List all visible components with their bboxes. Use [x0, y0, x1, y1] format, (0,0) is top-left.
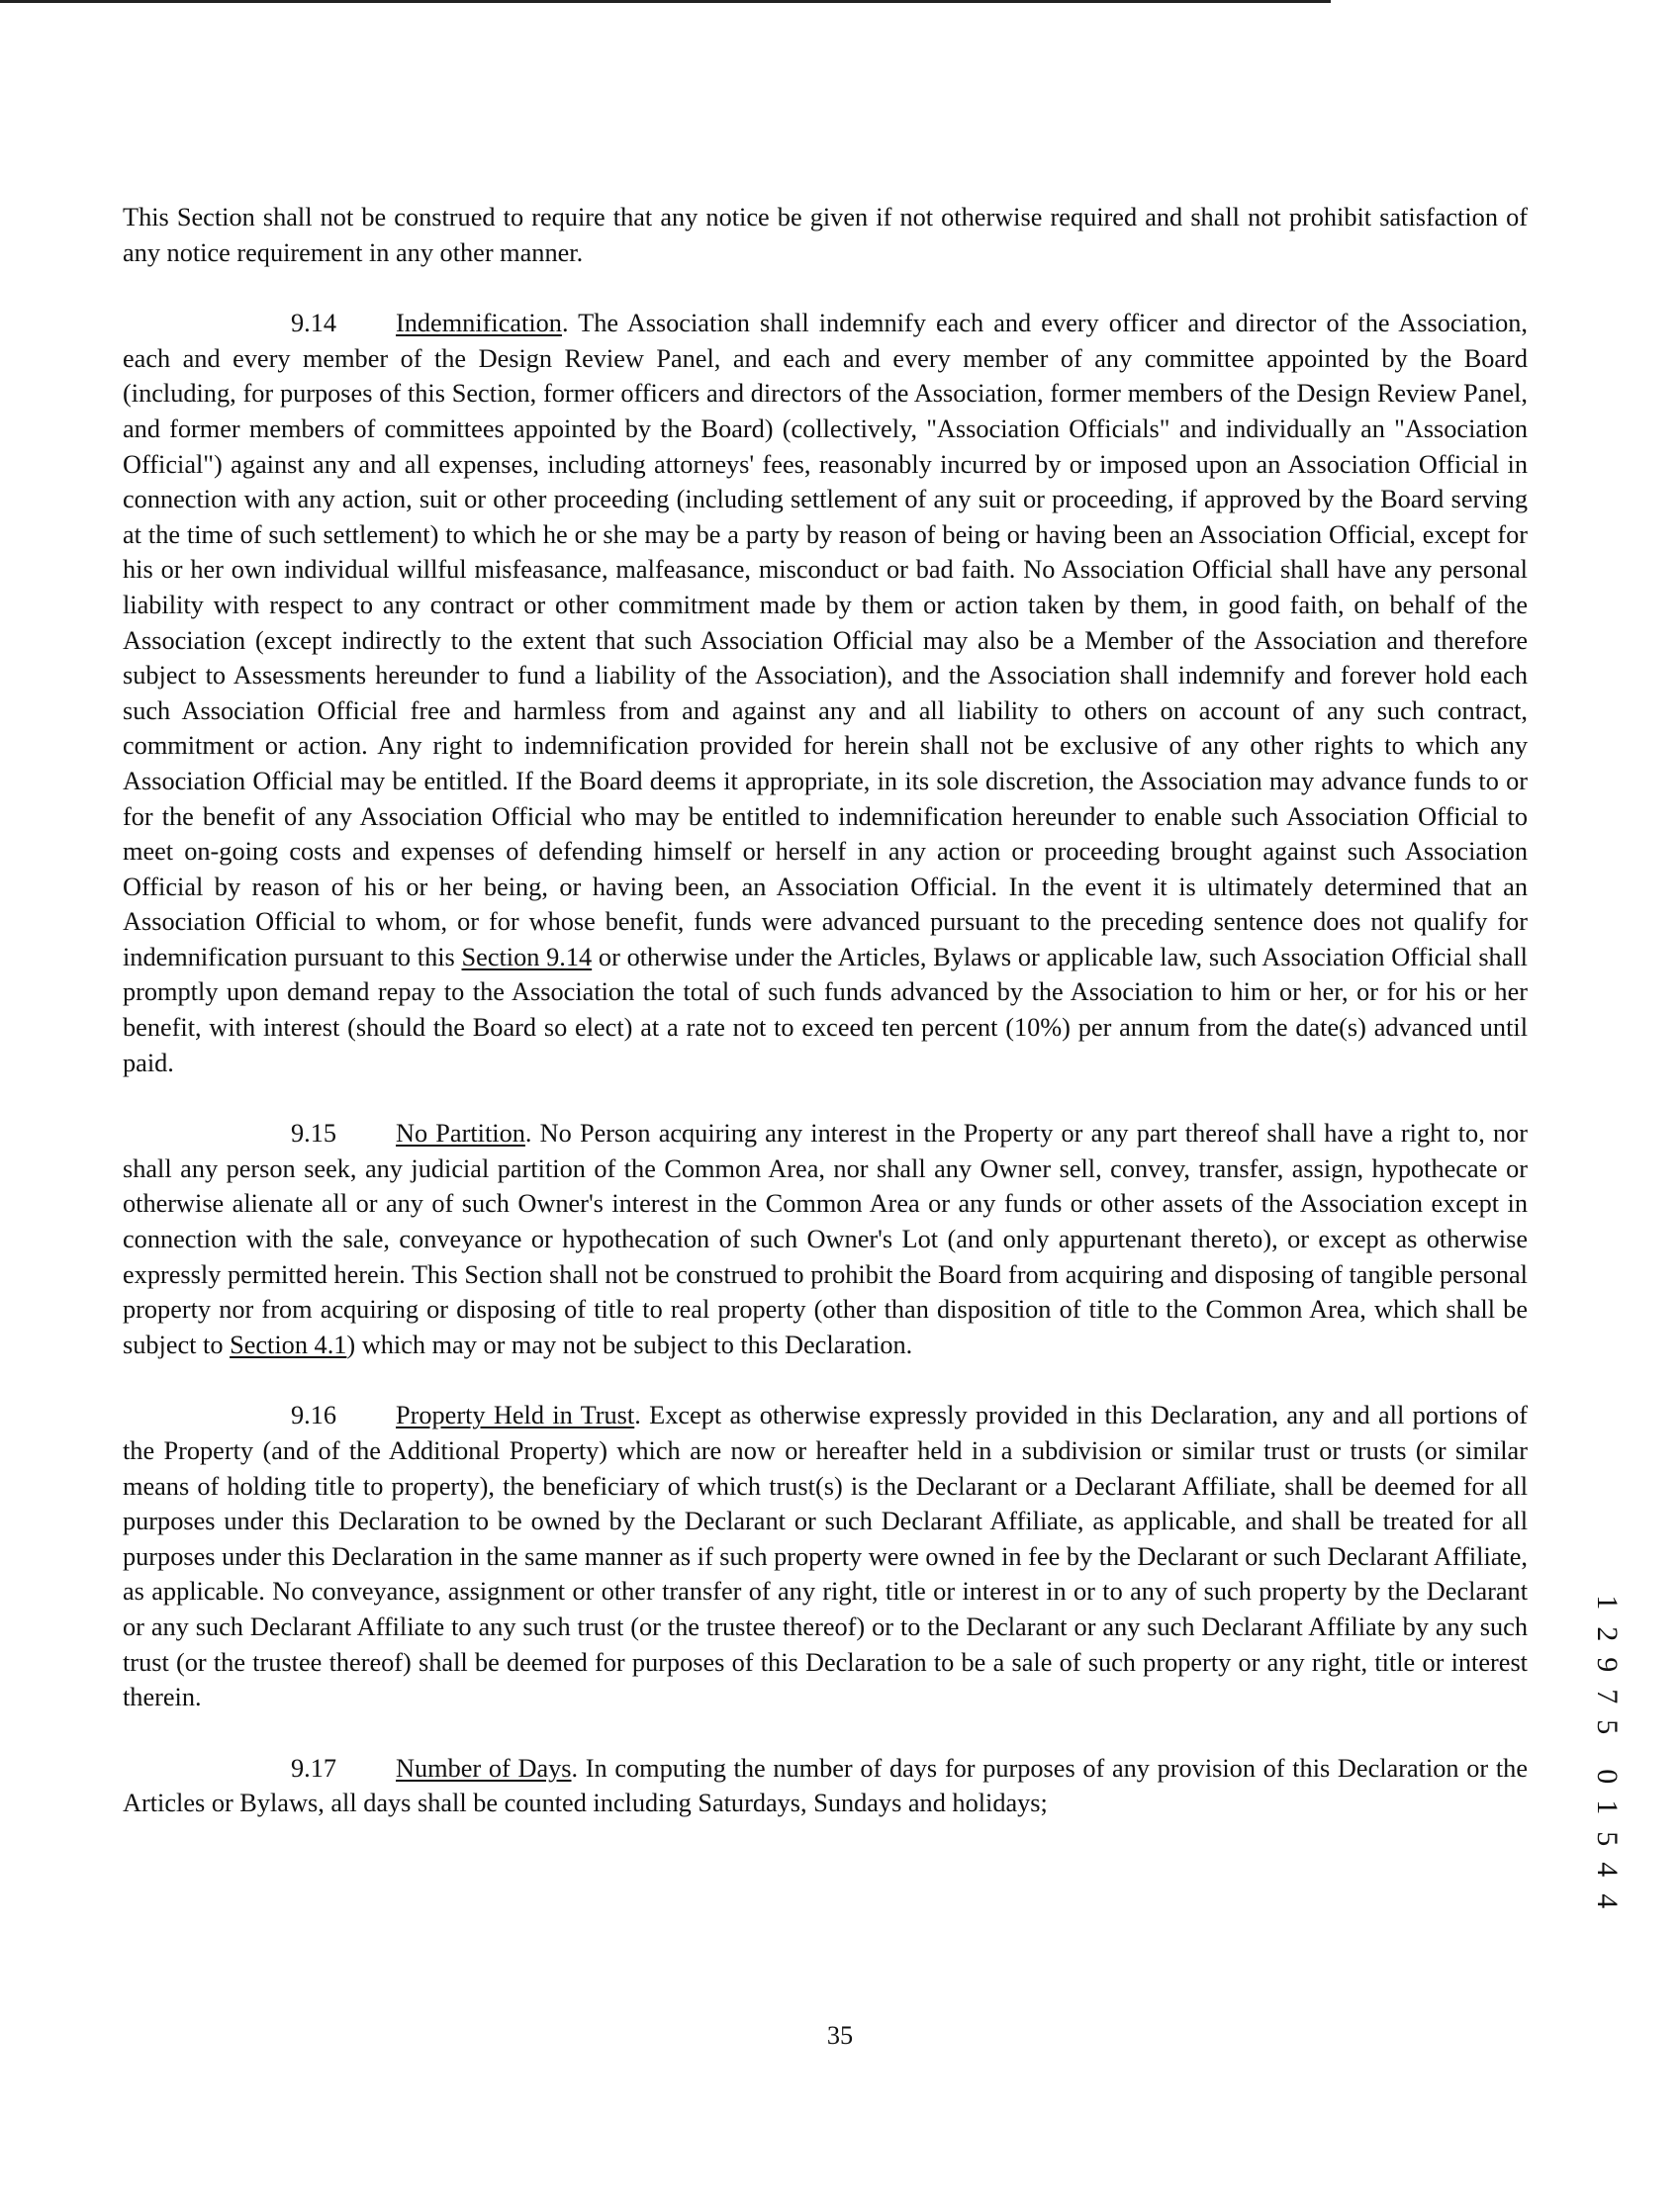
section-text: . In computing the number of days for purposes of any provision of this Declaration or the Articles or Bylaws, all days shall be counted including Saturdays, Sundays and holidays; — [123, 1753, 1528, 1818]
section-9-16 — [123, 1398, 1528, 1714]
section-9-17 — [123, 1751, 1528, 1821]
section-number: 9.15 — [291, 1119, 337, 1149]
stamp-digit: 4 — [1590, 1892, 1624, 1908]
section-text: . The Association shall indemnify each and every officer and director of the Association, each and every member of the Design Review Panel, and each and every member of any committee appointed by the Board (including, for purposes of this Section, former officers and directors of the Association, former members of the Design Review Panel, and former members of committees appointed by the Board) (collectively, "Association Officials" and individually an "Association Official") against any and all expenses, including attorneys' fees, reasonably incurred by or imposed upon an Association Official in connection with any action, suit or other proceeding (including settlement of any suit or proceeding, if approved by the Board serving at the time of such settlement) to which he or she may be a party by reason of being or having been an Association Official, except for his or her own individual willful misfeasance, malfeasance, misconduct or bad faith. No Association Official shall have any personal liability with respect to any contract or other commitment made by them or action taken by them, in good faith, on behalf of the Association (except indirectly to the extent that such Association Official may also be a Member of the Association and therefore subject to Assessments hereunder to fund a liability of the Association), and the Association shall indemnify and forever hold each such Association Official free and harmless from and against any and all liability to others on account of any such contract, commitment or action. Any right to indemnification provided for herein shall not be exclusive of any other rights to which any Association Official may be entitled. If the Board deems it appropriate, in its sole discretion, the Association may advance funds to or for the benefit of any Association Official who may be entitled to indemnification hereunder to enable such Association Official to meet on-going costs and expenses of defending himself or herself in any action or proceeding brought against such Association Official by reason of his or her being, or having been, an Association Official. In the event it is ultimately determined that an Association Official to whom, or for whose benefit, funds were advanced pursuant to the preceding sentence does not qualify for indemnification pursuant to this — [123, 309, 1528, 971]
section-reference: Section 9.14 — [461, 942, 593, 971]
top-border-line — [0, 0, 1331, 3]
section-text: . Except as otherwise expressly provided in this Declaration, any and all portions of the Property (and of the Additional Property) which are now or hereafter held in a subdivision or similar trust or trusts (or similar means of holding title to property), the beneficiary of which trust(s) is the Declarant or a Declarant Affiliate, shall be deemed for all purposes under this Declaration to be owned by the Declarant or such Declarant Affiliate, as applicable, and shall be treated for all purposes under this Declaration in the same manner as if such property were owned in fee by the Declarant or such Declarant Affiliate, as applicable. No conveyance, assignment or other transfer of any right, title or interest in or to any of such property by the Declarant or any such Declarant Affiliate to any such trust (or the trustee thereof) or to the Declarant or any such Declarant Affiliate by any such trust (or the trustee thereof) shall be deemed for purposes of this Declaration to be a sale of such property or any right, title or interest therein. — [123, 1401, 1529, 1712]
stamp-digit: 1 — [1590, 1799, 1624, 1815]
stamp-digit: 9 — [1590, 1657, 1624, 1673]
stamp-digit: 7 — [1590, 1688, 1624, 1704]
section-title: No Partition — [396, 1119, 525, 1149]
section-number: 9.17 — [291, 1753, 337, 1783]
section-text: . No Person acquiring any interest in the Property or any part thereof shall have a right to, nor shall any person seek, any judicial partition of the Common Area, nor shall any Owner sell, convey, transfer, assign, hypothecate or otherwise alienate all or any of such Owner's interest in the Common Area or any funds or other assets of the Association except in connection with the sale, conveyance or hypothecation of such Owner's Lot (and only appurtenant thereto), or except as otherwise expressly permitted herein. This Section shall not be construed to prohibit the Board from acquiring and disposing of tangible personal property nor from acquiring or disposing of title to real property (other than disposition of title to the Common Area, which shall be subject to — [123, 1119, 1528, 1359]
page-number: 35 — [826, 2021, 854, 2050]
section-9-15 — [123, 1116, 1528, 1362]
intro-text: This Section shall not be construed to require that any notice be given if not otherwise required and shall not prohibit satisfaction of any notice requirement in any other manner. — [123, 203, 1528, 267]
stamp-digit: 4 — [1590, 1862, 1624, 1878]
section-title: Indemnification — [396, 309, 562, 338]
section-reference: Section 4.1 — [230, 1330, 347, 1359]
stamp-digit: 5 — [1590, 1719, 1624, 1735]
stamp-digit: 5 — [1590, 1830, 1624, 1846]
stamp-digit: 0 — [1590, 1768, 1624, 1784]
section-text-continued: or otherwise under the Articles, Bylaws or applicable law, such Association Official shall promptly upon demand repay to the Association the total of such funds advanced by the Association to him or her, or for his or her benefit, with interest (should the Board so elect) at a rate not to exceed ten percent (10%) per annum from the date(s) advanced until paid. — [123, 942, 1528, 1077]
section-number: 9.14 — [291, 309, 337, 338]
section-title: Number of Days — [396, 1753, 572, 1783]
section-9-14 — [123, 306, 1528, 1080]
continued-paragraph — [123, 200, 1528, 270]
stamp-digit: 2 — [1590, 1625, 1624, 1641]
stamp-digit: 1 — [1590, 1595, 1624, 1611]
section-text-continued: ) which may or may not be subject to this Declaration. — [346, 1330, 913, 1359]
document-body — [123, 200, 1528, 1857]
recording-stamp — [1589, 1587, 1625, 1916]
section-title: Property Held in Trust — [396, 1401, 635, 1430]
section-number: 9.16 — [291, 1401, 337, 1430]
